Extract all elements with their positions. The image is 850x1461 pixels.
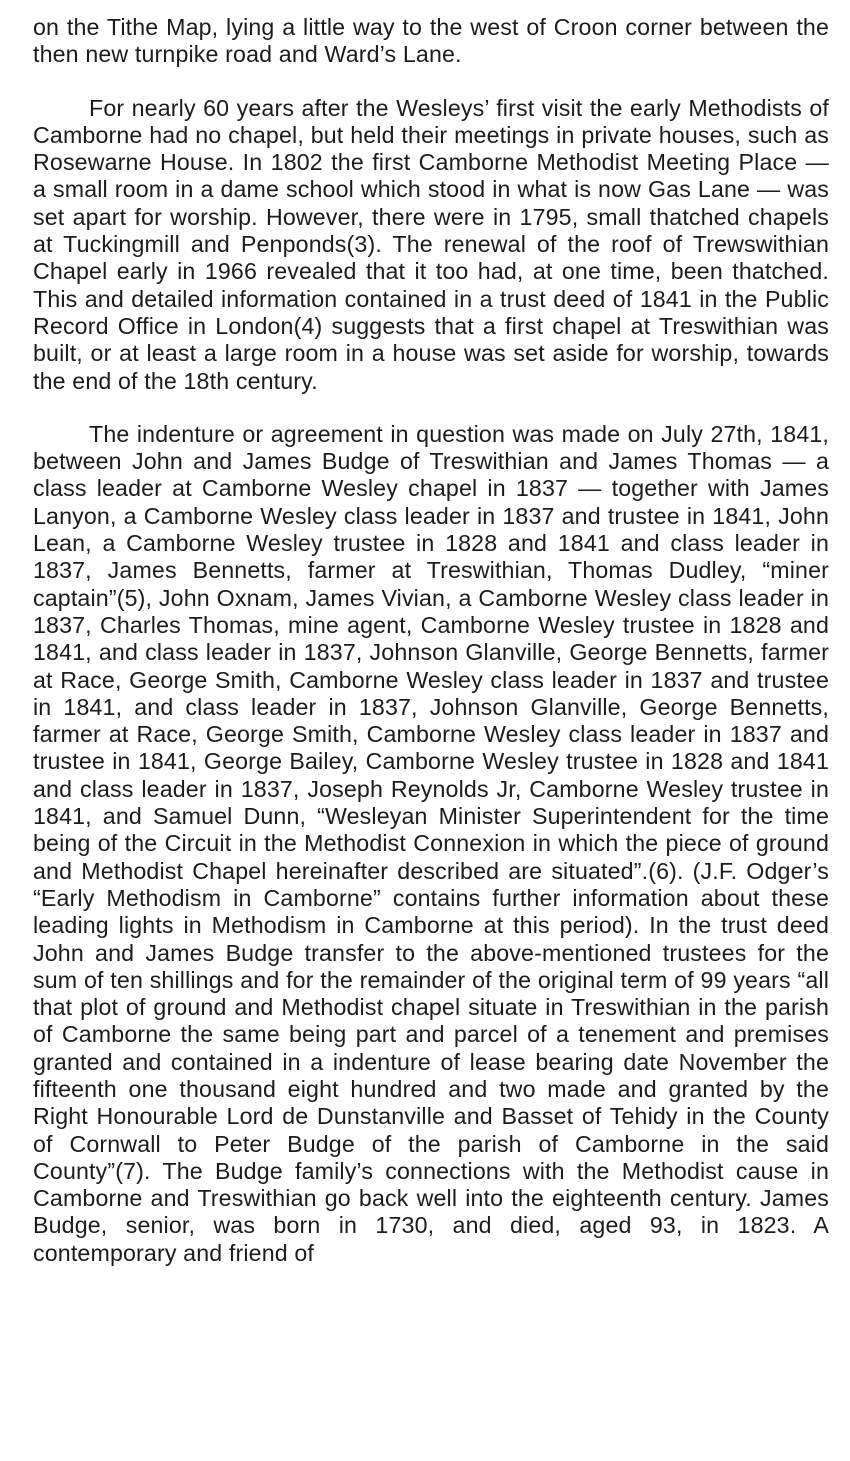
paragraph-gap [33, 69, 829, 95]
paragraph-early-methodists: For nearly 60 years after the Wesleys’ first visit the early Methodists of Camborne had no chapel, but held their meetings in private houses, such as Rosewarne House. In 1802 the first Camborne Methodist Meeting Place — a small room in a dame school which stood in what is now Gas Lane — was set apart for worship. However, there were in 1795, small thatched chapels at Tuckingmill and Penponds(3). The renewal of the roof of Trewswithian Chapel early in 1966 revealed that it too had, at one time, been thatched. This and detailed information contained in a trust deed of 1841 in the Public Record Office in London(4) suggests that a first chapel at Treswithian was built, or at least a large room in a house was set aside for worship, towards the end of the 18th century. [33, 94, 829, 394]
paragraph-tithe-map: on the Tithe Map, lying a little way to the west of Croon corner between the then new turnpike road and Ward’s Lane. [33, 14, 829, 68]
document-page [33, 14, 829, 1267]
paragraph-gap [33, 395, 829, 421]
paragraph-indenture: The indenture or agreement in question was made on July 27th, 1841, between John and James Budge of Treswithian and James Thomas — a class leader at Camborne Wesley chapel in 1837 — together with James Lanyon, a Camborne Wesley class leader in 1837 and trustee in 1841, John Lean, a Camborne Wesley trustee in 1828 and 1841 and class leader in 1837, James Bennetts, farmer at Treswithian, Thomas Dudley, “miner captain”(5), John Oxnam, James Vivian, a Camborne Wesley class leader in 1837, Charles Thomas, mine agent, Camborne Wesley trustee in 1828 and 1841, and class leader in 1837, Johnson Glanville, George Bennetts, farmer at Race, George Smith, Camborne Wesley class leader in 1837 and trustee in 1841, and class leader in 1837, Johnson Glanville, George Bennetts, farmer at Race, George Smith, Camborne Wesley class leader in 1837 and trustee in 1841, George Bailey, Camborne Wesley trustee in 1828 and 1841 and class leader in 1837, Joseph Reynolds Jr, Camborne Wesley trustee in 1841, and Samuel Dunn, “Wesleyan Minister Superintendent for the time being of the Circuit in the Methodist Connexion in which the piece of ground and Methodist Chapel hereinafter described are situated”.(6). (J.F. Odger’s “Early Methodism in Camborne” contains further information about these leading lights in Methodism in Camborne at this period). In the trust deed John and James Budge transfer to the above-mentioned trustees for the sum of ten shillings and for the remainder of the original term of 99 years “all that plot of ground and Methodist chapel situate in Treswithian in the parish of Camborne the same being part and parcel of a tenement and premises granted and contained in a indenture of lease bearing date November the fifteenth one thousand eight hundred and two made and granted by the Right Honourable Lord de Dunstanville and Basset of Tehidy in the County of Cornwall to Peter Budge of the parish of Camborne in the said County”(7). The Budge family’s connections with the Methodist cause in Camborne and Treswithian go back well into the eighteenth century. James Budge, senior, was born in 1730, and died, aged 93, in 1823. A contemporary and friend of [33, 420, 829, 1266]
